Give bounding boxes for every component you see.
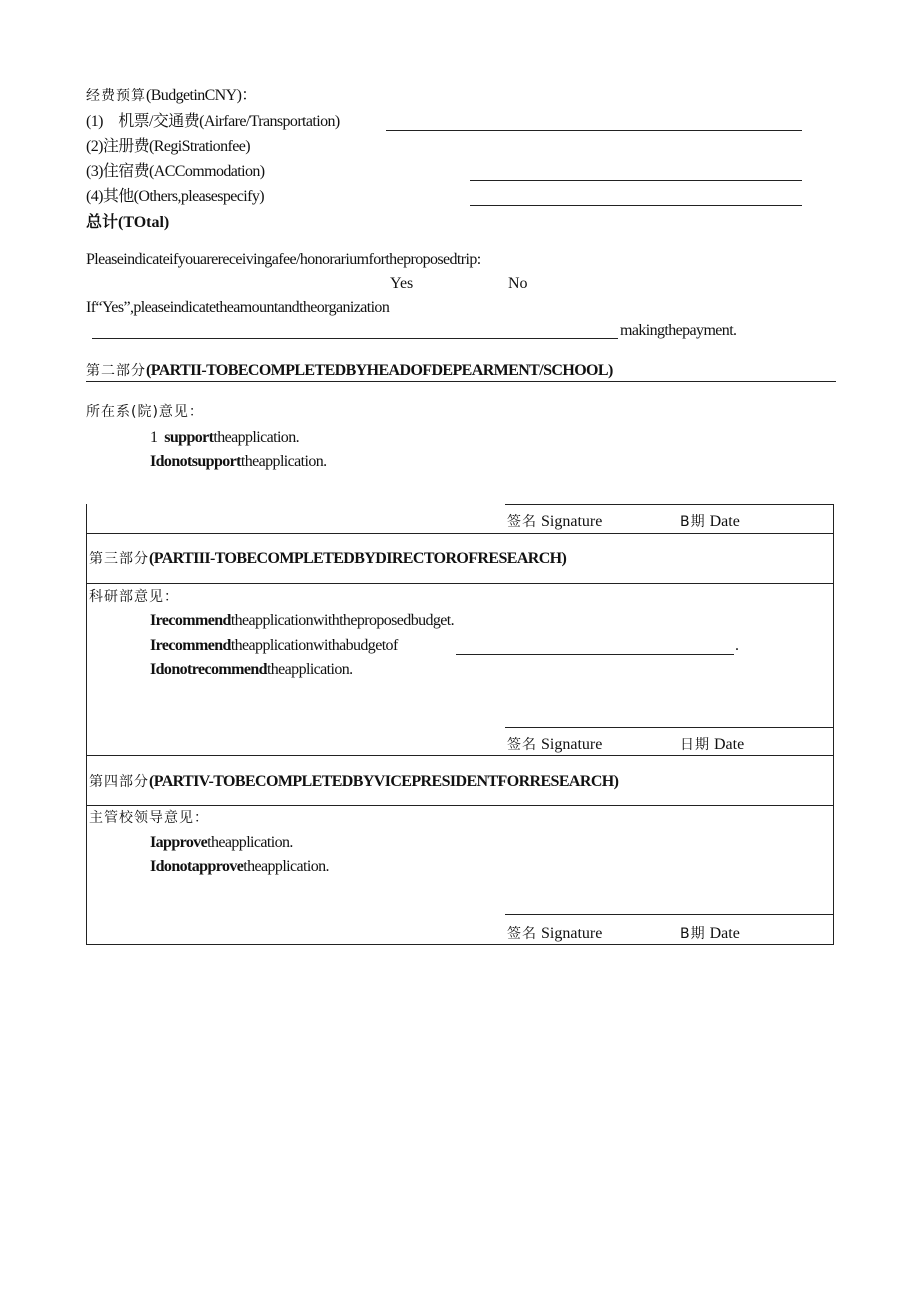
part4-opinion-label: 主管校领导意见：: [89, 810, 209, 826]
budget-heading-en: (BudgetinCNY)：: [146, 87, 257, 104]
budget-item-accommodation: (3)住宿费(ACCommodation): [86, 163, 265, 180]
part3-date-en: Date: [714, 736, 745, 753]
part2-date-label: [680, 512, 740, 532]
part4-signature-en: Signature: [541, 925, 603, 942]
part2-date-en: Date: [709, 513, 740, 530]
honorarium-if-yes: If“Yes”,pleaseindicatetheamountandtheorganization: [86, 299, 390, 316]
part4-title-en: (PARTIV-TOBECOMPLETEDBYVICEPRESIDENTFORRESEARCH): [149, 773, 619, 790]
part3-title-en: (PARTIII-TOBECOMPLETEDBYDIRECTOROFRESEARCH): [149, 550, 567, 567]
part2-option-support[interactable]: [150, 428, 299, 448]
part2-title-en: (PARTII-TOBECOMPLETEDBYHEADOFDEPEARMENT/SCHOOL): [146, 362, 613, 379]
part4-title-cn: 第四部分: [89, 774, 149, 790]
part3-left-border: [86, 533, 87, 756]
part4-left-border: [86, 755, 87, 945]
part4-title: [89, 772, 618, 792]
part3-option-not-recommend-bold: Idonotrecommend: [150, 661, 267, 678]
budget-item-registration: (2)注册费(RegiStrationfee): [86, 138, 250, 155]
honorarium-question: Pleaseindicateifyouarereceivingafee/honorariumfortheproposedtrip:: [86, 251, 481, 268]
part2-title-rule: [86, 381, 836, 382]
others-blank-line[interactable]: [470, 205, 802, 206]
part2-option-not-support-bold: Idonotsupport: [150, 453, 241, 470]
part4-option-approve-bold: Iapprove: [150, 834, 208, 851]
table-left-border: [86, 504, 87, 534]
honorarium-blank-line[interactable]: [92, 338, 618, 339]
part2-title-cn: 第二部分: [86, 363, 146, 379]
part3-opinion-label: 科研部意见：: [89, 589, 179, 605]
part3-date-label: [680, 735, 744, 755]
part3-option-recommend-budget-bold: Irecommend: [150, 637, 231, 654]
budget-item-airfare: (1) 机票/交通费(Airfare/Transportation): [86, 113, 340, 130]
part2-option-support-rest: theapplication.: [213, 429, 300, 446]
part4-box-bottom: [86, 944, 833, 945]
part3-option-recommend-budget[interactable]: [150, 636, 398, 656]
table-right-border: [833, 504, 834, 534]
part2-signature-en: Signature: [541, 513, 603, 530]
part3-option-not-recommend[interactable]: [150, 660, 353, 680]
part3-title: [89, 549, 566, 569]
part2-option-number: 1: [150, 429, 158, 446]
part2-option-not-support[interactable]: [150, 452, 327, 472]
part3-right-border: [833, 533, 834, 756]
part3-signature-cn: 签名: [507, 737, 537, 753]
part2-signature-line[interactable]: [505, 504, 833, 505]
budget-heading-cn: 经费预算: [86, 88, 146, 104]
budget-heading: [86, 86, 257, 106]
part2-opinion-label: 所在系(院)意见：: [86, 404, 204, 420]
part2-signature-label: [507, 512, 602, 532]
part3-title-cn: 第三部分: [89, 551, 149, 567]
part4-option-not-approve-rest: theapplication.: [243, 858, 329, 875]
part3-option-not-recommend-rest: theapplication.: [266, 661, 353, 678]
part3-option-recommend[interactable]: [150, 611, 454, 631]
part4-signature-line[interactable]: [505, 914, 833, 915]
part2-option-support-bold: support: [164, 429, 214, 446]
part4-date-en: Date: [709, 925, 740, 942]
part3-date-cn: 日期: [680, 737, 710, 753]
part3-budget-period: .: [735, 637, 739, 654]
part3-signature-label: [507, 735, 602, 755]
part2-option-not-support-rest: theapplication.: [240, 453, 327, 470]
part4-signature-cn: 签名: [507, 926, 537, 942]
part2-box-bottom: [86, 533, 833, 534]
part3-title-rule: [86, 583, 833, 584]
part4-option-approve[interactable]: [150, 833, 293, 853]
part3-option-recommend-budget-rest: theapplicationwithabudgetof: [230, 637, 398, 654]
part2-title: [86, 361, 613, 381]
honorarium-suffix: makingthepayment.: [620, 322, 737, 339]
part4-right-border: [833, 755, 834, 945]
budget-total: 总计(TOtal): [86, 214, 170, 231]
part4-date-label: [680, 924, 740, 944]
airfare-blank-line[interactable]: [386, 130, 802, 131]
honorarium-yes-option[interactable]: Yes: [390, 275, 414, 292]
accommodation-blank-line[interactable]: [470, 180, 802, 181]
part3-budget-blank-line[interactable]: [456, 654, 734, 655]
part4-title-rule: [86, 805, 833, 806]
part3-option-recommend-rest: theapplicationwiththeproposedbudget.: [230, 612, 455, 629]
part3-signature-en: Signature: [541, 736, 603, 753]
part3-option-recommend-bold: Irecommend: [150, 612, 231, 629]
part2-signature-cn: 签名: [507, 514, 537, 530]
part4-date-cn: B期: [680, 926, 706, 942]
part4-option-approve-rest: theapplication.: [207, 834, 293, 851]
part3-box-bottom: [86, 755, 833, 756]
part3-signature-line[interactable]: [505, 727, 833, 728]
part4-option-not-approve[interactable]: [150, 857, 329, 877]
honorarium-no-option[interactable]: No: [508, 275, 528, 292]
part4-signature-label: [507, 924, 602, 944]
part2-date-cn: B期: [680, 514, 706, 530]
part4-option-not-approve-bold: Idonotapprove: [150, 858, 244, 875]
budget-item-others: (4)其他(Others,pleasespecify): [86, 188, 264, 205]
